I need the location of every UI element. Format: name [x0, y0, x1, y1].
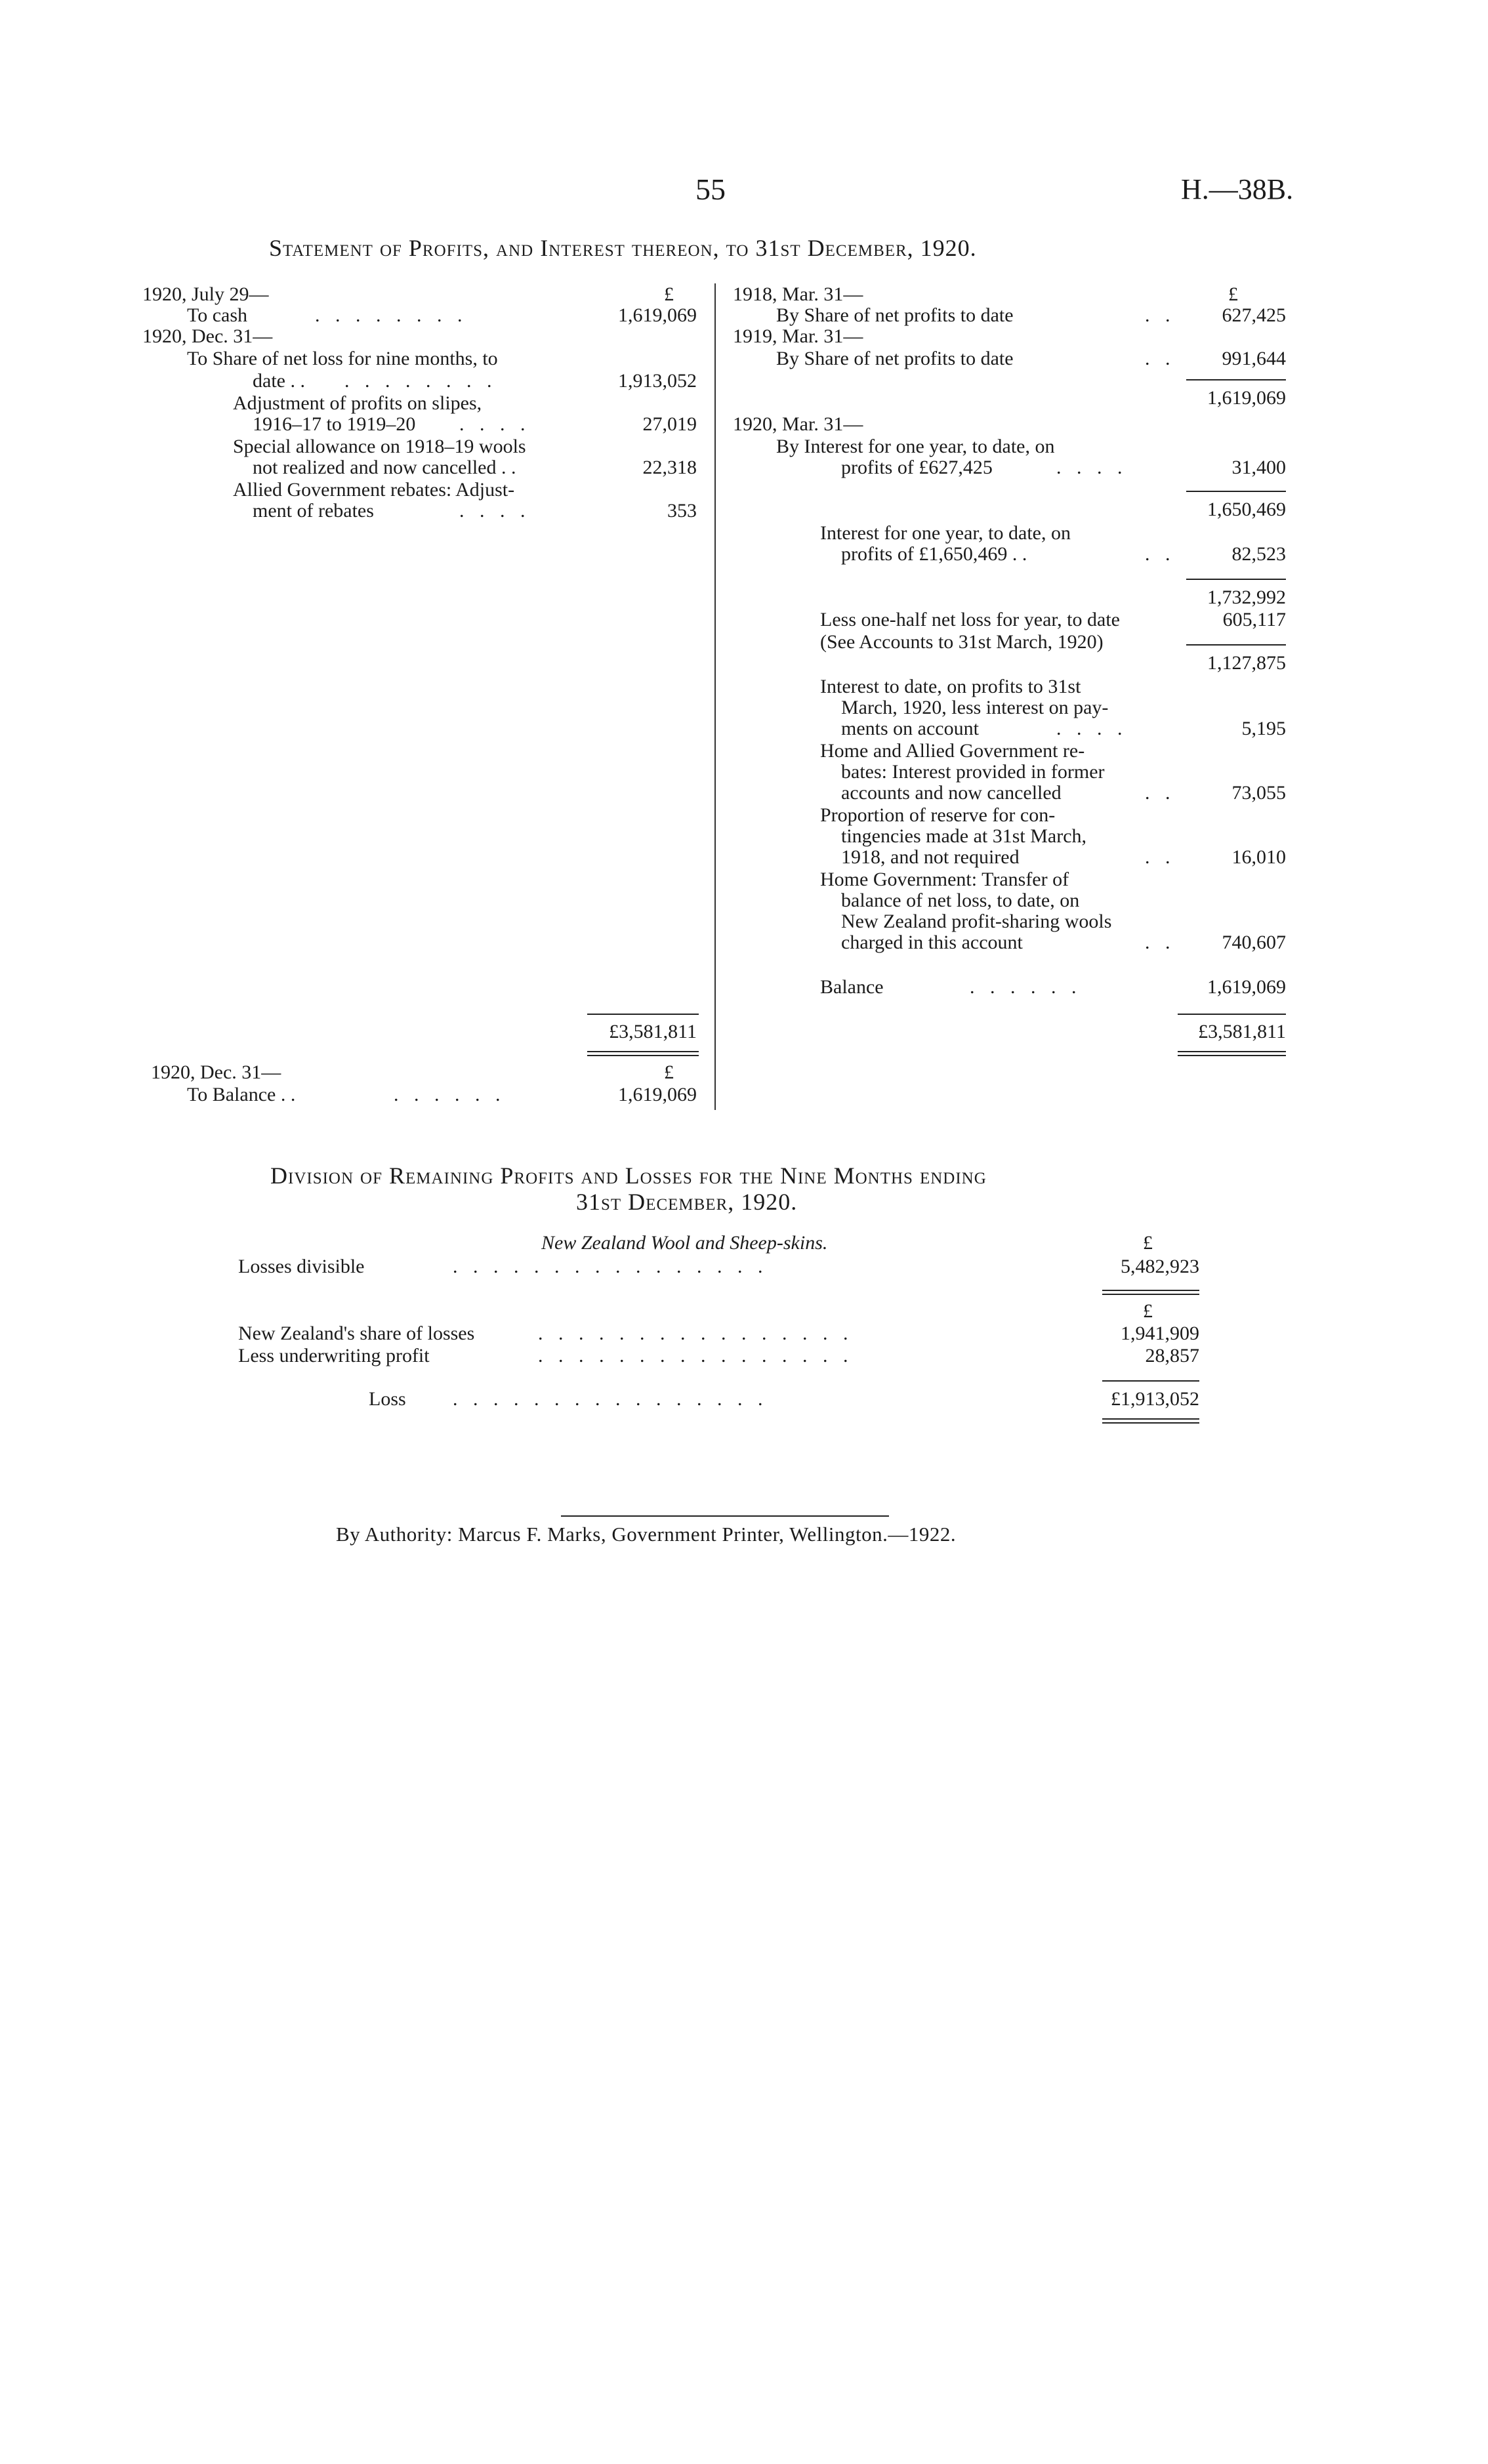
- left-row-value: 1,913,052: [618, 370, 697, 392]
- leader-dots: . . . . . . . .: [315, 304, 468, 326]
- right-row-value: 5,195: [1241, 718, 1286, 739]
- leader-dots: . . . . . . . . . . . . . . . .: [453, 1388, 768, 1410]
- division-currency-symbol-2: £: [1143, 1300, 1153, 1322]
- right-row-label: Less one-half net loss for year, to date: [820, 609, 1120, 630]
- right-total-rule: [1178, 1014, 1286, 1015]
- right-row-value: 740,607: [1222, 932, 1286, 953]
- right-row-label: tingencies made at 31st March,: [841, 825, 1087, 847]
- right-row-label: 1918, and not required: [841, 846, 1020, 868]
- right-row-label: Home Government: Transfer of: [820, 869, 1069, 890]
- leader-dots: . . . .: [1056, 457, 1128, 478]
- division-subtitle: New Zealand Wool and Sheep-skins.: [541, 1232, 828, 1254]
- left-total-double-rule: [587, 1051, 699, 1056]
- losses-double-rule: [1102, 1290, 1199, 1295]
- right-row-value: 605,117: [1222, 609, 1286, 630]
- left-currency-symbol: £: [664, 283, 674, 305]
- right-row-label: Home and Allied Government re-: [820, 740, 1085, 762]
- subtotal-rule: [1186, 644, 1286, 646]
- leader-dots: . . . . . . . . . . . . . . . .: [453, 1256, 768, 1277]
- left-row-label: Special allowance on 1918–19 wools: [233, 436, 526, 457]
- leader-dots: . . . . . . . . . . . . . . . .: [538, 1345, 854, 1366]
- statement-title: Statement of Profits, and Interest thereon, to 31st December, 1920.: [269, 235, 977, 261]
- right-row-label: bates: Interest provided in former: [841, 761, 1105, 783]
- underwriting-label: Less underwriting profit: [238, 1345, 430, 1366]
- left-row-label: To cash: [187, 304, 248, 326]
- left-row-label: ment of rebates: [253, 500, 374, 522]
- subtotal-rule: [1186, 491, 1286, 492]
- right-row-label: charged in this account: [841, 932, 1023, 953]
- subtotal-rule: [1186, 379, 1286, 380]
- carried-value: 1,619,069: [618, 1084, 697, 1105]
- left-row-value: 27,019: [642, 413, 697, 435]
- ledger-divider: [714, 283, 716, 1110]
- loss-value: £1,913,052: [1111, 1388, 1199, 1410]
- carried-date: 1920, Dec. 31—: [151, 1061, 281, 1083]
- right-row-value: 31,400: [1231, 457, 1286, 478]
- loss-double-rule: [1102, 1418, 1199, 1424]
- leader-dots: . .: [1145, 543, 1176, 565]
- leader-dots: . .: [1145, 932, 1176, 953]
- carried-label: To Balance . .: [187, 1084, 296, 1105]
- right-row-label: profits of £1,650,469 . .: [841, 543, 1027, 565]
- nz-share-value: 1,941,909: [1121, 1323, 1199, 1344]
- left-total-rule: [587, 1014, 699, 1015]
- left-row-value: 1,619,069: [618, 304, 697, 326]
- right-subtotal: 1,650,469: [1207, 499, 1286, 520]
- leader-dots: . .: [1145, 348, 1176, 369]
- right-row-label: (See Accounts to 31st March, 1920): [820, 631, 1104, 653]
- right-row-value: 991,644: [1222, 348, 1286, 369]
- right-row-label: balance of net loss, to date, on: [841, 890, 1080, 911]
- printer-imprint: By Authority: Marcus F. Marks, Government Printer, Wellington.—1922.: [336, 1523, 957, 1546]
- footer-rule: [561, 1515, 889, 1517]
- left-row-label: date . .: [253, 370, 305, 392]
- right-row-label: Balance: [820, 976, 884, 998]
- right-row-value: 82,523: [1231, 543, 1286, 565]
- division-currency-symbol: £: [1143, 1232, 1153, 1254]
- right-row-label: By Share of net profits to date: [776, 304, 1014, 326]
- right-row-date: 1918, Mar. 31—: [733, 283, 863, 305]
- division-title-line2: 31st December, 1920.: [576, 1189, 798, 1215]
- leader-dots: . .: [1145, 304, 1176, 326]
- left-row-label: 1916–17 to 1919–20: [253, 413, 416, 435]
- right-row-label: Proportion of reserve for con-: [820, 804, 1056, 826]
- right-row-label: By Interest for one year, to date, on: [776, 436, 1055, 457]
- right-row-value: 73,055: [1231, 782, 1286, 804]
- nz-share-label: New Zealand's share of losses: [238, 1323, 475, 1344]
- leader-dots: . . . .: [459, 500, 531, 522]
- left-row-label: Allied Government rebates: Adjust-: [233, 479, 515, 501]
- left-total: £3,581,811: [609, 1021, 697, 1042]
- leader-dots: . .: [1145, 846, 1176, 868]
- right-total: £3,581,811: [1198, 1021, 1286, 1042]
- leader-dots: . .: [1145, 782, 1176, 804]
- right-row-value: 627,425: [1222, 304, 1286, 326]
- right-subtotal: 1,732,992: [1207, 586, 1286, 608]
- right-row-date: 1920, Mar. 31—: [733, 413, 863, 435]
- leader-dots: . . . . . .: [394, 1084, 506, 1105]
- right-row-label: Interest to date, on profits to 31st: [820, 676, 1081, 697]
- leader-dots: . . . . . . . . . . . . . . . .: [538, 1323, 854, 1344]
- right-subtotal: 1,127,875: [1207, 652, 1286, 674]
- right-total-double-rule: [1178, 1051, 1286, 1056]
- left-row-date: 1920, Dec. 31—: [142, 325, 273, 347]
- document-reference: H.—38B.: [1181, 173, 1294, 205]
- right-row-value: 16,010: [1231, 846, 1286, 868]
- left-row-label: not realized and now cancelled . .: [253, 457, 516, 478]
- left-row-value: 353: [667, 500, 697, 522]
- right-row-label: New Zealand profit-sharing wools: [841, 911, 1112, 932]
- right-currency-symbol: £: [1228, 283, 1238, 305]
- left-row-label: Adjustment of profits on slipes,: [233, 392, 482, 414]
- underwriting-value: 28,857: [1145, 1345, 1199, 1366]
- subtotal-rule: [1186, 579, 1286, 580]
- losses-divisible-label: Losses divisible: [238, 1256, 365, 1277]
- right-row-label: ments on account: [841, 718, 979, 739]
- left-row-label: To Share of net loss for nine months, to: [187, 348, 498, 369]
- left-row-date: 1920, July 29—: [142, 283, 269, 305]
- right-row-label: Interest for one year, to date, on: [820, 522, 1071, 544]
- leader-dots: . . . . . .: [970, 976, 1082, 998]
- right-row-date: 1919, Mar. 31—: [733, 325, 863, 347]
- loss-label: Loss: [369, 1388, 406, 1410]
- carried-currency-symbol: £: [664, 1061, 674, 1083]
- leader-dots: . . . .: [1056, 718, 1128, 739]
- loss-rule: [1102, 1380, 1199, 1382]
- right-row-label: profits of £627,425: [841, 457, 993, 478]
- leader-dots: . . . .: [459, 413, 531, 435]
- division-title-line1: Division of Remaining Profits and Losses for the Nine Months ending: [270, 1162, 987, 1189]
- right-row-label: accounts and now cancelled: [841, 782, 1062, 804]
- left-row-value: 22,318: [642, 457, 697, 478]
- page-number: 55: [695, 173, 726, 206]
- leader-dots: . . . . . . . .: [344, 370, 497, 392]
- losses-divisible-value: 5,482,923: [1121, 1256, 1199, 1277]
- right-row-value: 1,619,069: [1207, 976, 1286, 998]
- right-subtotal: 1,619,069: [1207, 387, 1286, 409]
- right-row-label: March, 1920, less interest on pay-: [841, 697, 1109, 718]
- right-row-label: By Share of net profits to date: [776, 348, 1014, 369]
